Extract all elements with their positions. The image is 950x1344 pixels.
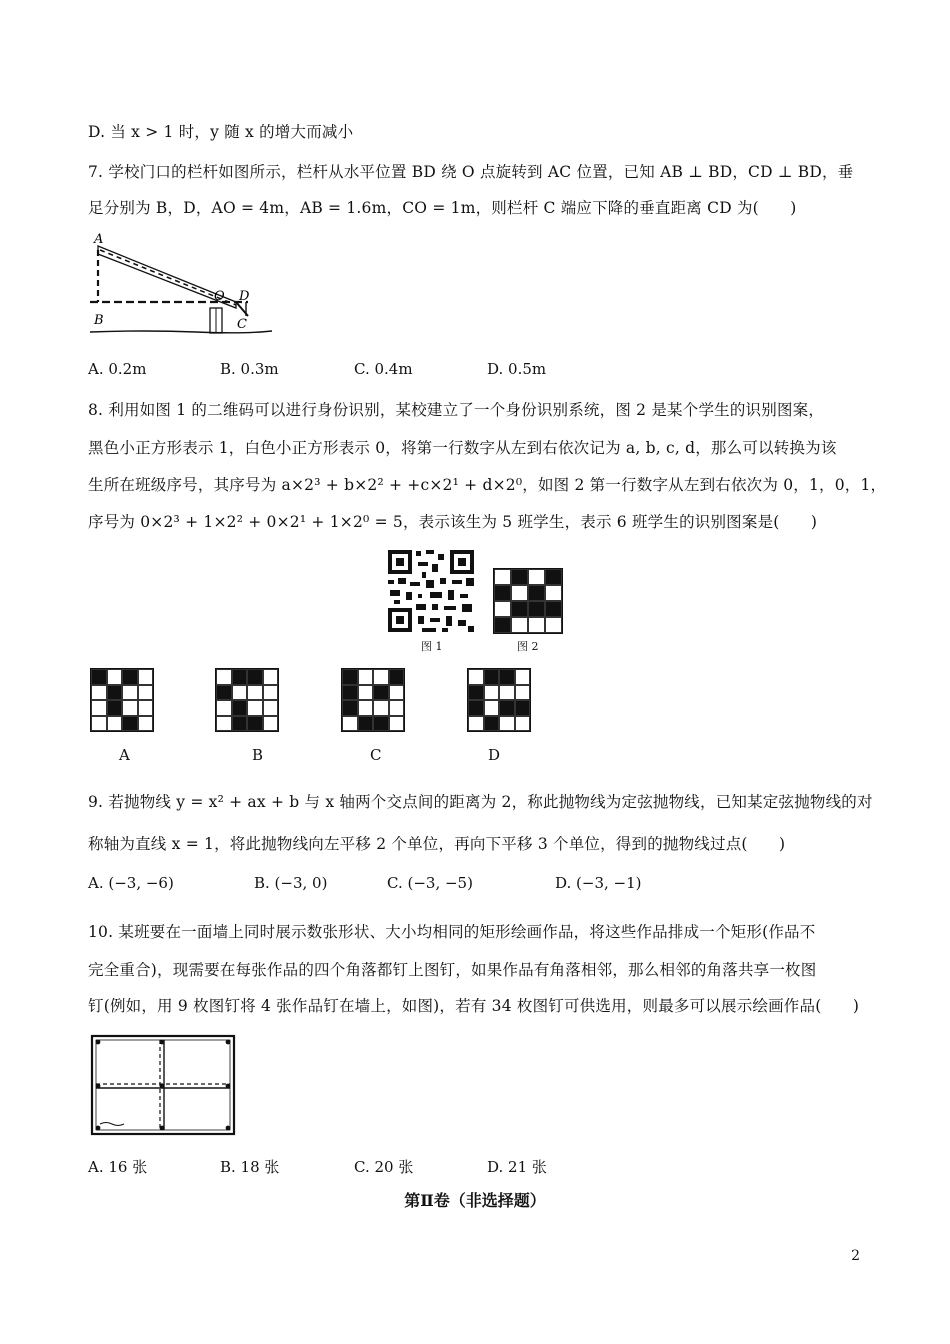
option-a-cell-r2c3 [122,685,138,701]
q7-option-b: B. 0.3m [220,360,279,378]
q7-label-d: D [239,289,250,304]
q10-option-b: B. 18 张 [220,1158,280,1176]
q8-option-a-pattern [90,668,154,732]
q9-text-line-1: 9. 若抛物线 y = x² + ax + b 与 x 轴两个交点间的距离为 2，称此抛物线为定弦抛物线，已知某定弦抛物线的对 [88,793,873,811]
option-c-cell-r2c3 [373,685,389,701]
option-a-cell-r3c1 [91,700,107,716]
option-c-cell-r4c2 [358,716,374,732]
option-d-cell-r3c2 [484,700,500,716]
option-c-cell-r4c4 [389,716,405,732]
q8-option-b-pattern [215,668,279,732]
q10-text-line-1: 10. 某班要在一面墙上同时展示数张形状、大小均相同的矩形绘画作品，将这些作品排成一个矩形(作品不 [88,923,816,941]
option-d-cell-r4c4 [515,716,531,732]
fig2-cell-r1c4 [545,569,562,585]
option-d-cell-r2c2 [484,685,500,701]
option-c-cell-r4c3 [373,716,389,732]
option-a-cell-r2c2 [107,685,123,701]
option-b-cell-r3c4 [263,700,279,716]
q9-option-a: A. (−3, −6) [88,874,174,892]
option-a-cell-r4c2 [107,716,123,732]
option-d-cell-r3c3 [499,700,515,716]
option-b-cell-r2c2 [232,685,248,701]
option-b-cell-r2c3 [247,685,263,701]
option-c-cell-r1c1 [342,669,358,685]
q7-railing-figure [86,228,276,343]
q8-text-line-2: 黑色小正方形表示 1，白色小正方形表示 0，将第一行数字从左到右依次记为 a, b, c, d，那么可以转换为该 [88,439,837,457]
option-d-cell-r1c4 [515,669,531,685]
fig2-cell-r3c3 [528,601,545,617]
q7-option-d: D. 0.5m [487,360,547,378]
fig2-cell-r4c1 [494,617,511,633]
option-c-cell-r2c2 [358,685,374,701]
option-b-cell-r1c4 [263,669,279,685]
option-a-cell-r1c4 [138,669,154,685]
option-c-cell-r1c2 [358,669,374,685]
option-d-cell-r4c1 [468,716,484,732]
fig2-cell-r3c1 [494,601,511,617]
fig2-cell-r4c4 [545,617,562,633]
q6-option-d: D. 当 x > 1 时，y 随 x 的增大而减小 [88,123,354,141]
option-d-cell-r4c3 [499,716,515,732]
option-a-cell-r1c1 [91,669,107,685]
q8-fig2-caption: 图 2 [517,640,539,653]
q8-fig1-caption: 图 1 [421,640,443,653]
fig2-cell-r2c2 [511,585,528,601]
fig2-cell-r1c1 [494,569,511,585]
fig2-cell-r3c2 [511,601,528,617]
q10-text-line-2: 完全重合)，现需要在每张作品的四个角落都钉上图钉，如果作品有角落相邻，那么相邻的角落共享一枚图 [88,961,817,979]
section-heading: 第Ⅱ卷（非选择题） [404,1191,546,1210]
q8-option-b-label: B [252,746,264,764]
option-d-cell-r3c4 [515,700,531,716]
option-d-cell-r3c1 [468,700,484,716]
option-d-cell-r2c4 [515,685,531,701]
option-c-cell-r3c3 [373,700,389,716]
q10-option-c: C. 20 张 [354,1158,414,1176]
fig2-cell-r2c1 [494,585,511,601]
option-a-cell-r4c4 [138,716,154,732]
fig2-cell-r3c4 [545,601,562,617]
option-b-cell-r1c3 [247,669,263,685]
q10-option-a: A. 16 张 [88,1158,148,1176]
q8-text-line-1: 8. 利用如图 1 的二维码可以进行身份识别，某校建立了一个身份识别系统，图 2 是某个学生的识别图案， [88,401,825,419]
fig2-cell-r1c3 [528,569,545,585]
option-d-cell-r1c2 [484,669,500,685]
q9-option-b: B. (−3, 0) [254,874,328,892]
option-b-cell-r2c1 [216,685,232,701]
option-b-cell-r4c2 [232,716,248,732]
q10-pins-figure [86,1032,240,1140]
option-c-cell-r3c1 [342,700,358,716]
q9-option-d: D. (−3, −1) [555,874,642,892]
q7-text-line-2: 足分别为 B，D，AO = 4m，AB = 1.6m，CO = 1m，则栏杆 C 端应下降的垂直距离 CD 为( ) [88,199,797,217]
q7-text-line-1: 7. 学校门口的栏杆如图所示，栏杆从水平位置 BD 绕 O 点旋转到 AC 位置，已知 AB ⊥ BD，CD ⊥ BD，垂 [88,163,854,181]
option-d-cell-r1c1 [468,669,484,685]
option-c-cell-r3c2 [358,700,374,716]
option-c-cell-r3c4 [389,700,405,716]
option-a-cell-r3c2 [107,700,123,716]
q7-label-o: O [214,289,225,304]
fig2-cell-r2c3 [528,585,545,601]
option-c-cell-r2c4 [389,685,405,701]
q9-text-line-2: 称轴为直线 x = 1，将此抛物线向左平移 2 个单位，再向下平移 3 个单位，得到的抛物线过点( ) [88,835,786,853]
fig2-cell-r4c3 [528,617,545,633]
option-d-cell-r4c2 [484,716,500,732]
option-a-cell-r3c4 [138,700,154,716]
option-a-cell-r2c1 [91,685,107,701]
q8-option-a-label: A [119,746,130,764]
q8-text-line-4: 序号为 0×2³ + 1×2² + 0×2¹ + 1×2⁰ = 5，表示该生为 5 班学生，表示 6 班学生的识别图案是( ) [88,513,818,531]
q7-label-c: C [237,317,247,332]
q8-qr-code-figure [386,548,476,634]
option-d-cell-r1c3 [499,669,515,685]
q8-text-line-3: 生所在班级序号，其序号为 a×2³ + b×2² + +c×2¹ + d×2⁰，如图 2 第一行数字从左到右依次为 0，1，0，1， [88,476,887,494]
option-b-cell-r3c2 [232,700,248,716]
option-b-cell-r1c2 [232,669,248,685]
option-b-cell-r3c1 [216,700,232,716]
option-c-cell-r1c3 [373,669,389,685]
option-c-cell-r2c1 [342,685,358,701]
fig2-cell-r2c4 [545,585,562,601]
option-a-cell-r1c3 [122,669,138,685]
option-a-cell-r3c3 [122,700,138,716]
fig2-cell-r1c2 [511,569,528,585]
q8-option-d-label: D [488,746,501,764]
q8-option-c-label: C [370,746,382,764]
q8-fig2-pattern [493,568,563,634]
option-b-cell-r4c3 [247,716,263,732]
option-b-cell-r1c1 [216,669,232,685]
option-a-cell-r1c2 [107,669,123,685]
option-d-cell-r2c1 [468,685,484,701]
q8-option-d-pattern [467,668,531,732]
option-b-cell-r3c3 [247,700,263,716]
option-c-cell-r4c1 [342,716,358,732]
option-a-cell-r4c3 [122,716,138,732]
page-number: 2 [851,1248,860,1264]
q7-option-c: C. 0.4m [354,360,413,378]
option-b-cell-r2c4 [263,685,279,701]
option-a-cell-r2c4 [138,685,154,701]
q7-option-a: A. 0.2m [88,360,147,378]
fig2-cell-r4c2 [511,617,528,633]
q7-label-b: B [94,313,104,328]
option-b-cell-r4c1 [216,716,232,732]
option-d-cell-r2c3 [499,685,515,701]
option-b-cell-r4c4 [263,716,279,732]
q7-label-a: A [94,232,104,247]
q8-option-c-pattern [341,668,405,732]
option-c-cell-r1c4 [389,669,405,685]
q9-option-c: C. (−3, −5) [387,874,473,892]
q10-option-d: D. 21 张 [487,1158,547,1176]
q10-text-line-3: 钉(例如，用 9 枚图钉将 4 张作品钉在墙上，如图)，若有 34 枚图钉可供选用，则最多可以展示绘画作品( ) [88,997,860,1015]
option-a-cell-r4c1 [91,716,107,732]
